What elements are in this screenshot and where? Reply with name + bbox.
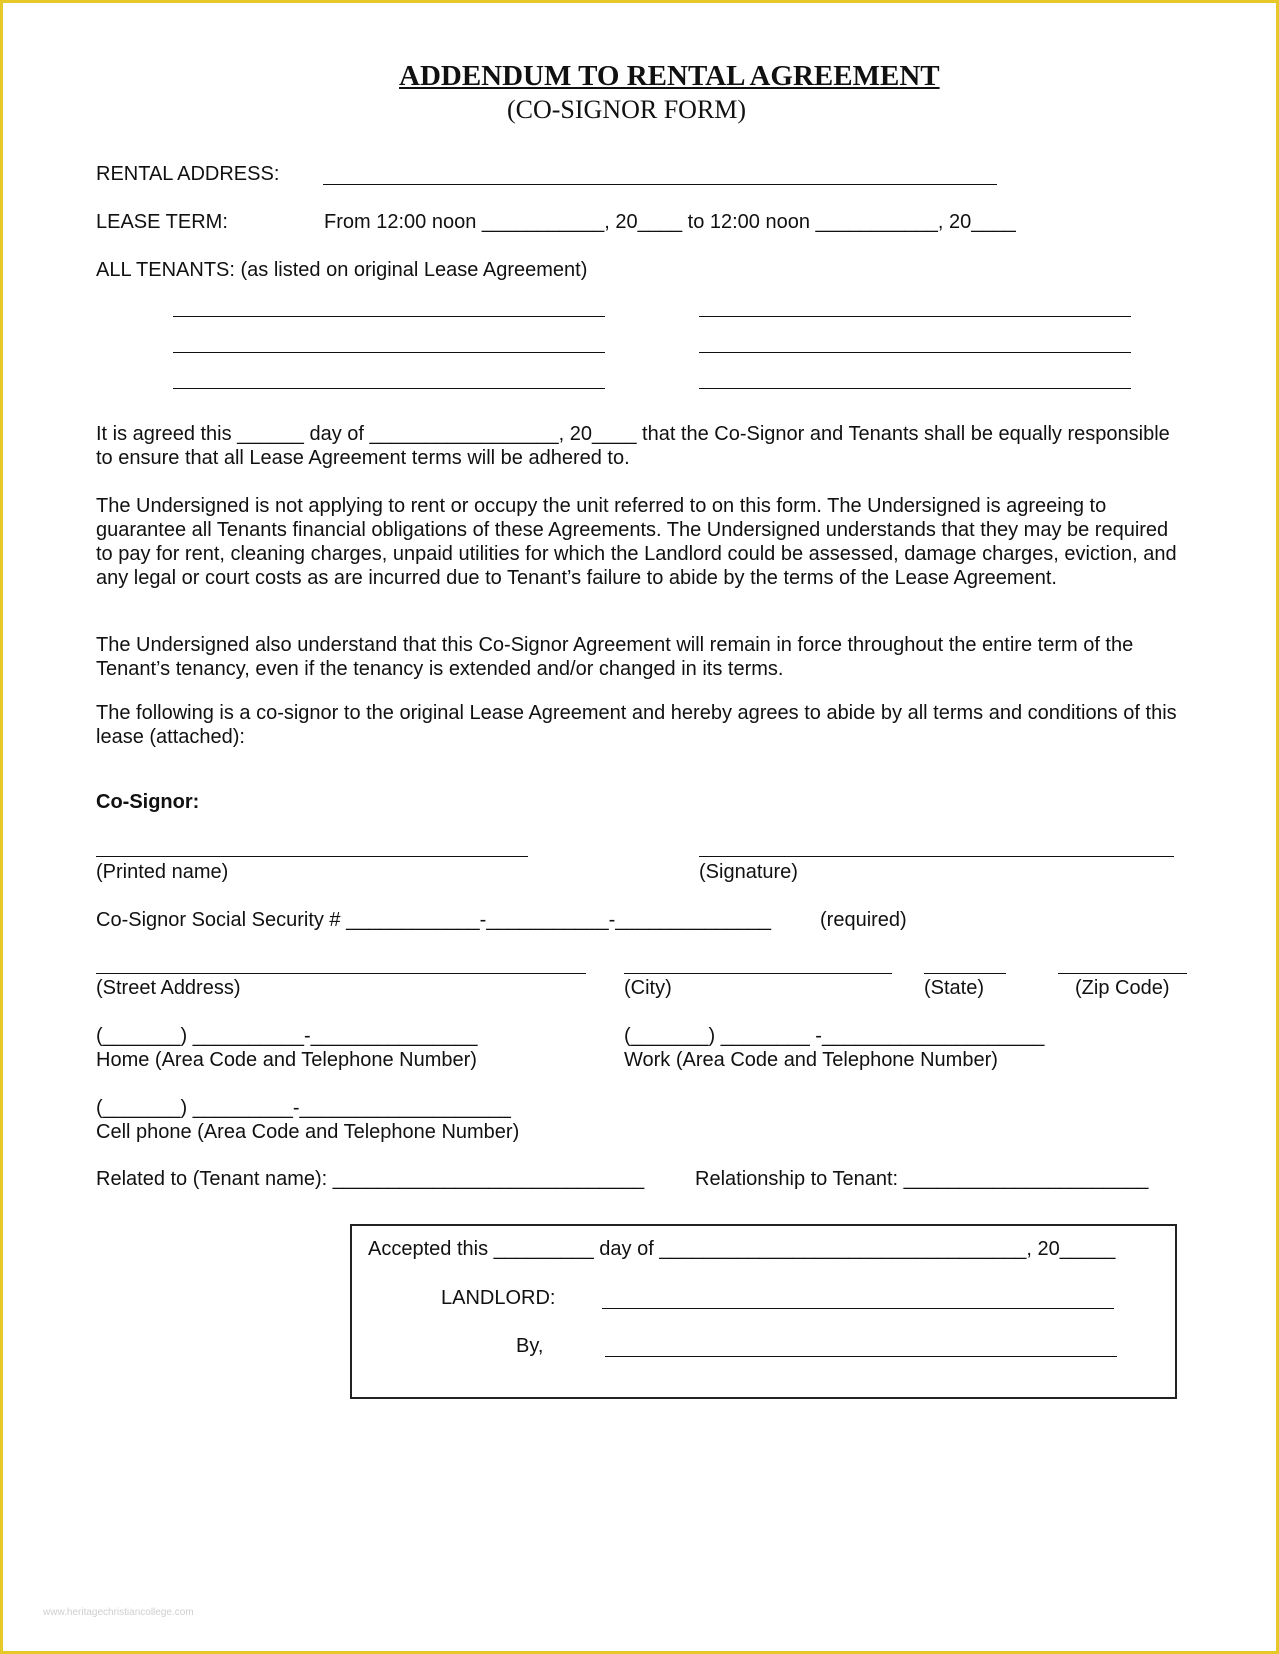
cell-phone-label: Cell phone (Area Code and Telephone Number) <box>96 1121 520 1143</box>
home-phone-label: Home (Area Code and Telephone Number) <box>96 1049 477 1071</box>
landlord-signature-line[interactable] <box>602 1308 1114 1309</box>
relationship-field[interactable]: Relationship to Tenant: ______________________ <box>695 1168 1149 1190</box>
work-phone-label: Work (Area Code and Telephone Number) <box>624 1049 998 1071</box>
document-subtitle: (CO-SIGNOR FORM) <box>507 95 747 124</box>
tenant-line[interactable] <box>173 388 605 389</box>
state-line[interactable] <box>924 973 1006 974</box>
city-label: (City) <box>624 977 672 999</box>
city-line[interactable] <box>624 973 892 974</box>
cell-phone-field[interactable]: (_______) _________-___________________ <box>96 1097 511 1119</box>
cosignor-intro-paragraph: The following is a co-signor to the original Lease Agreement and hereby agrees to abide by all terms and conditions of this lease (attached): <box>96 702 1177 748</box>
tenant-line[interactable] <box>173 352 605 353</box>
street-address-label: (Street Address) <box>96 977 241 999</box>
document-title: ADDENDUM TO RENTAL AGREEMENT <box>399 60 940 92</box>
printed-name-line[interactable] <box>96 856 528 857</box>
lease-term-dates[interactable]: From 12:00 noon ___________, 20____ to 12:00 noon ___________, 20____ <box>324 211 1016 233</box>
rental-address-line[interactable] <box>323 184 997 185</box>
rental-address-label: RENTAL ADDRESS: <box>96 163 280 185</box>
tenant-line[interactable] <box>173 316 605 317</box>
by-label: By, <box>516 1335 544 1357</box>
state-label: (State) <box>924 977 985 999</box>
accepted-date-field[interactable]: Accepted this _________ day of _________________________________, 20_____ <box>368 1238 1116 1260</box>
cosignor-heading: Co-Signor: <box>96 791 200 813</box>
signature-line[interactable] <box>699 856 1174 857</box>
guarantee-paragraph: The Undersigned is not applying to rent or occupy the unit referred to on this form. The Undersigned is agreeing to guarantee all Tenants financial obligations of these Agreements. The Undersigned understands that they may be required to pay for rent, cleaning charges, unpaid utilities for which the Landlord could be assessed, damage charges, eviction, and any legal or court costs as are incurred due to Tenant’s failure to abide by the terms of the Lease Agreement. <box>96 495 1177 589</box>
zip-label: (Zip Code) <box>1075 977 1170 999</box>
home-phone-field[interactable]: (_______) __________-_______________ <box>96 1025 478 1047</box>
tenant-line[interactable] <box>699 316 1131 317</box>
signature-label: (Signature) <box>699 861 798 883</box>
agreement-paragraph: It is agreed this ______ day of _________________, 20____ that the Co-Signor and Tenants shall be equally responsible to ensure that all Lease Agreement terms will be adhered to. <box>96 423 1170 469</box>
related-tenant-field[interactable]: Related to (Tenant name): ____________________________ <box>96 1168 645 1190</box>
zip-line[interactable] <box>1058 973 1187 974</box>
ssn-required-note: (required) <box>820 909 907 931</box>
landlord-label: LANDLORD: <box>441 1287 556 1309</box>
all-tenants-label: ALL TENANTS: (as listed on original Lease Agreement) <box>96 259 588 281</box>
by-signature-line[interactable] <box>605 1356 1117 1357</box>
lease-term-label: LEASE TERM: <box>96 211 228 233</box>
tenant-line[interactable] <box>699 388 1131 389</box>
term-paragraph: The Undersigned also understand that this Co-Signor Agreement will remain in force throughout the entire term of the Tenant’s tenancy, even if the tenancy is extended and/or changed in its terms. <box>96 634 1134 680</box>
printed-name-label: (Printed name) <box>96 861 229 883</box>
work-phone-field[interactable]: (_______) ________ -____________________ <box>624 1025 1045 1047</box>
tenant-line[interactable] <box>699 352 1131 353</box>
footer-watermark: www.heritagechristiancollege.com <box>43 1607 194 1618</box>
street-address-line[interactable] <box>96 973 586 974</box>
landlord-acceptance-box <box>350 1224 1177 1399</box>
ssn-field[interactable]: Co-Signor Social Security # ____________-___________-______________ <box>96 909 771 931</box>
